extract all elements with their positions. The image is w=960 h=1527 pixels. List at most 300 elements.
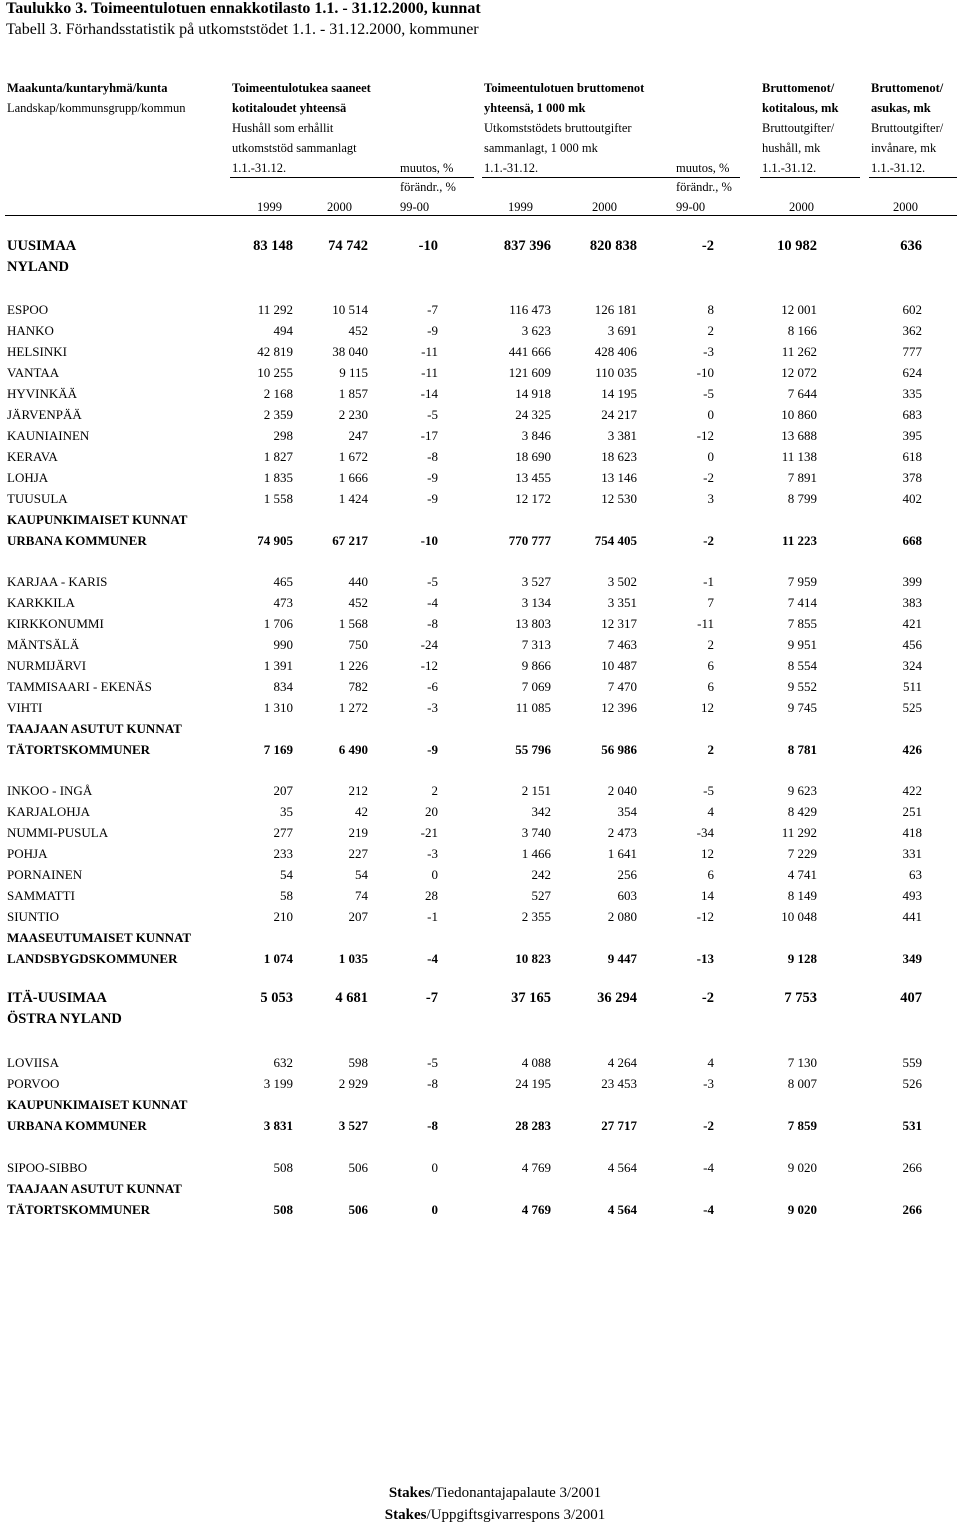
header-year-2000-a: 2000 — [327, 200, 352, 214]
cell-per-resident-2000: 526 — [902, 1076, 922, 1091]
cell-households-1999: 1 835 — [263, 470, 293, 485]
header-per-resident-fi-1: Bruttomenot/ — [871, 81, 944, 95]
cell-expenses-2000: 24 217 — [601, 407, 637, 422]
cell-per-household-2000: 7 753 — [784, 990, 817, 1006]
cell-per-resident-2000: 349 — [902, 951, 922, 966]
cell-households-1999: 233 — [273, 846, 293, 861]
cell-expenses-change: 0 — [707, 449, 714, 464]
cell-per-household-2000: 10 048 — [781, 909, 817, 924]
cell-households-1999: 494 — [273, 323, 293, 338]
cell-expenses-2000: 4 264 — [607, 1055, 637, 1070]
cell-per-household-2000: 8 781 — [787, 742, 817, 757]
cell-expenses-1999: 770 777 — [508, 533, 551, 548]
cell-expenses-2000: 2 040 — [607, 783, 637, 798]
table-row — [0, 801, 960, 822]
cell-households-1999: 2 359 — [263, 407, 293, 422]
cell-expenses-2000: 428 406 — [594, 344, 637, 359]
cell-households-change: -7 — [427, 302, 438, 317]
cell-households-change: -4 — [427, 951, 438, 966]
cell-households-change: -3 — [427, 846, 438, 861]
row-name-swedish: NYLAND — [7, 259, 70, 275]
row-name: MÄNTSÄLÄ — [7, 637, 80, 652]
cell-per-resident-2000: 362 — [902, 323, 922, 338]
row-name: PORVOO — [7, 1076, 60, 1091]
cell-per-household-2000: 9 745 — [787, 700, 817, 715]
header-per-household-sv-2: hushåll, mk — [762, 141, 821, 155]
row-name: HELSINKI — [7, 344, 67, 359]
row-name: KARJALOHJA — [7, 804, 91, 819]
cell-per-resident-2000: 525 — [902, 700, 922, 715]
cell-expenses-change: 4 — [707, 1055, 714, 1070]
header-per-household-fi-2: kotitalous, mk — [762, 101, 839, 115]
cell-per-household-2000: 12 001 — [781, 302, 817, 317]
cell-expenses-2000: 14 195 — [601, 386, 637, 401]
cell-per-resident-2000: 251 — [902, 804, 922, 819]
cell-households-2000: 67 217 — [332, 533, 368, 548]
cell-expenses-1999: 527 — [531, 888, 551, 903]
row-name: VIHTI — [7, 700, 43, 715]
cell-households-2000: 74 742 — [328, 238, 368, 254]
table-row — [0, 320, 960, 341]
cell-expenses-2000: 18 623 — [601, 449, 637, 464]
cell-households-2000: 506 — [348, 1202, 368, 1217]
header-years-change-a: 99-00 — [400, 200, 430, 214]
cell-households-2000: 74 — [355, 888, 368, 903]
table-row — [0, 927, 960, 948]
header-period-1: 1.1.-31.12. — [232, 161, 287, 175]
table-row — [0, 1199, 960, 1220]
cell-per-household-2000: 10 860 — [781, 407, 817, 422]
table-row — [0, 948, 960, 969]
cell-households-change: 0 — [431, 867, 438, 882]
cell-households-1999: 508 — [273, 1160, 293, 1175]
cell-households-change: 2 — [431, 783, 438, 798]
row-name: KAUNIAINEN — [7, 428, 90, 443]
cell-expenses-change: -4 — [703, 1160, 714, 1175]
header-rule-households — [230, 177, 474, 178]
cell-per-resident-2000: 407 — [900, 990, 922, 1006]
cell-expenses-2000: 9 447 — [607, 951, 637, 966]
cell-households-1999: 58 — [280, 888, 293, 903]
cell-per-household-2000: 8 799 — [787, 491, 817, 506]
row-name: TAAJAAN ASUTUT KUNNAT — [7, 721, 182, 736]
header-region-fi: Maakunta/kuntaryhmä/kunta — [7, 81, 168, 95]
header-rule-per-resident — [869, 177, 957, 178]
row-name: SIUNTIO — [7, 909, 59, 924]
cell-households-1999: 11 292 — [257, 302, 293, 317]
cell-households-2000: 1 272 — [338, 700, 368, 715]
cell-expenses-change: -34 — [696, 825, 714, 840]
table-row — [0, 404, 960, 425]
cell-expenses-1999: 18 690 — [515, 449, 551, 464]
cell-expenses-1999: 3 623 — [521, 323, 551, 338]
table-row — [0, 446, 960, 467]
table-row — [0, 822, 960, 843]
cell-expenses-2000: 10 487 — [601, 658, 637, 673]
cell-expenses-2000: 256 — [617, 867, 637, 882]
cell-expenses-2000: 23 453 — [601, 1076, 637, 1091]
cell-expenses-1999: 9 866 — [521, 658, 551, 673]
table-row — [0, 906, 960, 927]
cell-households-2000: 1 424 — [338, 491, 368, 506]
cell-households-1999: 210 — [273, 909, 293, 924]
cell-expenses-2000: 3 691 — [607, 323, 637, 338]
cell-expenses-change: 2 — [707, 323, 714, 338]
cell-households-change: -10 — [418, 238, 438, 254]
header-expenses-sv-2: sammanlagt, 1 000 mk — [484, 141, 598, 155]
cell-households-change: -8 — [427, 1118, 438, 1133]
cell-per-household-2000: 11 292 — [781, 825, 817, 840]
cell-expenses-2000: 2 473 — [607, 825, 637, 840]
table-row — [0, 1094, 960, 1115]
cell-expenses-change: -2 — [703, 470, 714, 485]
table-row — [0, 676, 960, 697]
cell-per-household-2000: 7 130 — [787, 1055, 817, 1070]
cell-per-resident-2000: 63 — [909, 867, 922, 882]
cell-households-change: -14 — [420, 386, 438, 401]
cell-expenses-change: -12 — [696, 428, 714, 443]
cell-households-2000: 6 490 — [338, 742, 368, 757]
row-name: KAUPUNKIMAISET KUNNAT — [7, 1097, 188, 1112]
header-households-sv-1: Hushåll som erhållit — [232, 121, 334, 135]
cell-per-household-2000: 11 262 — [781, 344, 817, 359]
cell-expenses-2000: 603 — [617, 888, 637, 903]
cell-per-resident-2000: 426 — [902, 742, 922, 757]
header-bottom-rule — [5, 215, 957, 216]
row-name: KARKKILA — [7, 595, 75, 610]
cell-per-resident-2000: 331 — [902, 846, 922, 861]
cell-per-resident-2000: 531 — [902, 1118, 922, 1133]
cell-per-resident-2000: 399 — [902, 574, 922, 589]
cell-per-household-2000: 4 741 — [787, 867, 817, 882]
cell-households-change: -24 — [420, 637, 438, 652]
cell-per-household-2000: 8 554 — [787, 658, 817, 673]
header-year-2000-c: 2000 — [789, 200, 814, 214]
cell-expenses-change: -2 — [701, 990, 714, 1006]
cell-expenses-1999: 24 325 — [515, 407, 551, 422]
row-name: LOVIISA — [7, 1055, 59, 1070]
cell-households-1999: 465 — [273, 574, 293, 589]
cell-per-household-2000: 7 891 — [787, 470, 817, 485]
cell-households-2000: 440 — [348, 574, 368, 589]
cell-households-2000: 38 040 — [332, 344, 368, 359]
cell-expenses-change: -11 — [697, 616, 714, 631]
footer-text: /Tiedonantajapalaute 3/2001 — [430, 1485, 602, 1501]
cell-households-1999: 42 819 — [257, 344, 293, 359]
cell-households-2000: 452 — [348, 323, 368, 338]
cell-per-resident-2000: 511 — [902, 679, 922, 694]
header-year-2000-b: 2000 — [592, 200, 617, 214]
cell-households-1999: 1 310 — [263, 700, 293, 715]
table-row — [0, 509, 960, 530]
cell-households-2000: 4 681 — [335, 990, 368, 1006]
header-expenses-fi-2: yhteensä, 1 000 mk — [484, 101, 586, 115]
table-row — [0, 718, 960, 739]
row-name: ITÄ-UUSIMAA — [7, 990, 107, 1006]
cell-per-resident-2000: 418 — [902, 825, 922, 840]
header-year-1999-b: 1999 — [508, 200, 533, 214]
cell-per-household-2000: 7 859 — [787, 1118, 817, 1133]
cell-per-resident-2000: 559 — [902, 1055, 922, 1070]
cell-expenses-1999: 116 473 — [509, 302, 551, 317]
cell-per-household-2000: 12 072 — [781, 365, 817, 380]
cell-households-change: 0 — [431, 1202, 438, 1217]
header-per-household-sv-1: Bruttoutgifter/ — [762, 121, 835, 135]
cell-households-change: -8 — [427, 1076, 438, 1091]
cell-per-resident-2000: 421 — [902, 616, 922, 631]
cell-households-2000: 598 — [348, 1055, 368, 1070]
cell-households-2000: 219 — [348, 825, 368, 840]
header-period-3: 1.1.-31.12. — [762, 161, 817, 175]
cell-households-1999: 54 — [280, 867, 293, 882]
cell-households-change: 0 — [431, 1160, 438, 1175]
table-row — [0, 655, 960, 676]
row-name: HYVINKÄÄ — [7, 386, 78, 401]
cell-per-household-2000: 7 644 — [787, 386, 817, 401]
cell-expenses-1999: 13 803 — [515, 616, 551, 631]
cell-expenses-1999: 24 195 — [515, 1076, 551, 1091]
cell-expenses-1999: 10 823 — [515, 951, 551, 966]
row-name: HANKO — [7, 323, 54, 338]
cell-expenses-change: -5 — [703, 386, 714, 401]
cell-households-change: 28 — [425, 888, 438, 903]
table-row — [0, 1052, 960, 1073]
cell-households-1999: 35 — [280, 804, 293, 819]
cell-per-household-2000: 8 429 — [787, 804, 817, 819]
table-row — [0, 1073, 960, 1094]
cell-expenses-1999: 7 313 — [521, 637, 551, 652]
cell-per-household-2000: 8 149 — [787, 888, 817, 903]
cell-per-household-2000: 7 229 — [787, 846, 817, 861]
table-row — [0, 1157, 960, 1178]
cell-expenses-1999: 11 085 — [515, 700, 551, 715]
cell-per-household-2000: 7 959 — [787, 574, 817, 589]
cell-expenses-change: -12 — [696, 909, 714, 924]
cell-expenses-1999: 837 396 — [503, 238, 551, 254]
cell-expenses-change: -1 — [703, 574, 714, 589]
cell-expenses-change: -5 — [703, 783, 714, 798]
cell-expenses-2000: 13 146 — [601, 470, 637, 485]
cell-households-1999: 632 — [273, 1055, 293, 1070]
cell-per-resident-2000: 383 — [902, 595, 922, 610]
row-name: URBANA KOMMUNER — [7, 533, 147, 548]
cell-households-change: -5 — [427, 407, 438, 422]
cell-households-change: -9 — [427, 323, 438, 338]
row-name: SAMMATTI — [7, 888, 75, 903]
row-name: ESPOO — [7, 302, 49, 317]
table-row — [0, 592, 960, 613]
cell-expenses-1999: 4 769 — [521, 1160, 551, 1175]
cell-expenses-change: 2 — [707, 637, 714, 652]
cell-expenses-2000: 12 530 — [601, 491, 637, 506]
table-row — [0, 697, 960, 718]
cell-per-household-2000: 9 552 — [787, 679, 817, 694]
row-name: NURMIJÄRVI — [7, 658, 87, 673]
row-name: KERAVA — [7, 449, 58, 464]
table-row — [0, 634, 960, 655]
header-years-change-b: 99-00 — [676, 200, 706, 214]
cell-per-resident-2000: 266 — [902, 1160, 922, 1175]
row-name: TAAJAAN ASUTUT KUNNAT — [7, 1181, 182, 1196]
cell-households-1999: 1 558 — [263, 491, 293, 506]
cell-households-1999: 1 074 — [263, 951, 293, 966]
header-expenses-fi-1: Toimeentulotuen bruttomenot — [484, 81, 645, 95]
cell-expenses-change: 8 — [707, 302, 714, 317]
cell-households-1999: 508 — [273, 1202, 293, 1217]
cell-per-resident-2000: 378 — [902, 470, 922, 485]
row-name: PORNAINEN — [7, 867, 83, 882]
cell-households-change: -7 — [425, 990, 438, 1006]
cell-per-resident-2000: 602 — [902, 302, 922, 317]
row-name: TÄTORTSKOMMUNER — [7, 1202, 151, 1217]
cell-expenses-2000: 3 381 — [607, 428, 637, 443]
cell-expenses-change: 4 — [707, 804, 714, 819]
cell-households-2000: 227 — [348, 846, 368, 861]
row-name: SIPOO-SIBBO — [7, 1160, 88, 1175]
table-row — [0, 341, 960, 362]
cell-households-change: -12 — [420, 658, 438, 673]
cell-expenses-1999: 55 796 — [515, 742, 551, 757]
cell-households-2000: 42 — [355, 804, 368, 819]
cell-expenses-change: -3 — [703, 1076, 714, 1091]
cell-households-2000: 750 — [348, 637, 368, 652]
cell-per-resident-2000: 324 — [902, 658, 922, 673]
cell-households-2000: 212 — [348, 783, 368, 798]
table-row — [0, 739, 960, 760]
table-row — [0, 488, 960, 509]
cell-households-2000: 1 226 — [338, 658, 368, 673]
cell-expenses-1999: 12 172 — [515, 491, 551, 506]
row-name-swedish: ÖSTRA NYLAND — [7, 1011, 122, 1027]
cell-expenses-1999: 1 466 — [521, 846, 551, 861]
cell-expenses-change: -10 — [696, 365, 714, 380]
cell-households-1999: 10 255 — [257, 365, 293, 380]
cell-expenses-2000: 7 463 — [607, 637, 637, 652]
footer-brand: Stakes — [388, 1485, 431, 1501]
cell-expenses-2000: 110 035 — [595, 365, 637, 380]
cell-households-change: -10 — [420, 533, 438, 548]
cell-expenses-1999: 342 — [531, 804, 551, 819]
cell-households-2000: 2 929 — [338, 1076, 368, 1091]
cell-expenses-2000: 754 405 — [594, 533, 637, 548]
cell-per-household-2000: 8 007 — [787, 1076, 817, 1091]
cell-households-change: -17 — [420, 428, 438, 443]
cell-expenses-2000: 12 317 — [601, 616, 637, 631]
cell-per-resident-2000: 266 — [902, 1202, 922, 1217]
cell-households-1999: 473 — [273, 595, 293, 610]
cell-households-change: -6 — [427, 679, 438, 694]
cell-expenses-2000: 3 502 — [607, 574, 637, 589]
cell-expenses-1999: 14 918 — [515, 386, 551, 401]
footer-line-2 — [0, 1507, 960, 1524]
row-name: POHJA — [7, 846, 48, 861]
cell-expenses-2000: 4 564 — [607, 1202, 637, 1217]
table-row — [0, 236, 960, 275]
cell-expenses-1999: 3 740 — [521, 825, 551, 840]
cell-households-2000: 1 568 — [338, 616, 368, 631]
cell-expenses-2000: 56 986 — [601, 742, 637, 757]
cell-households-2000: 506 — [348, 1160, 368, 1175]
cell-households-change: -3 — [427, 700, 438, 715]
cell-expenses-2000: 12 396 — [601, 700, 637, 715]
cell-per-resident-2000: 668 — [902, 533, 922, 548]
cell-expenses-change: 6 — [707, 867, 714, 882]
header-per-household-fi-1: Bruttomenot/ — [762, 81, 835, 95]
cell-households-1999: 83 148 — [253, 238, 293, 254]
cell-households-1999: 298 — [273, 428, 293, 443]
cell-expenses-change: -2 — [701, 238, 714, 254]
cell-households-2000: 9 115 — [339, 365, 368, 380]
header-rule-per-household — [760, 177, 860, 178]
cell-per-resident-2000: 777 — [902, 344, 922, 359]
table-row — [0, 885, 960, 906]
table-row — [0, 530, 960, 551]
cell-expenses-1999: 3 846 — [521, 428, 551, 443]
row-name: TUUSULA — [7, 491, 68, 506]
cell-households-1999: 3 831 — [263, 1118, 293, 1133]
cell-expenses-change: 14 — [701, 888, 714, 903]
header-change-sv-1: förändr., % — [400, 180, 456, 194]
cell-households-1999: 3 199 — [263, 1076, 293, 1091]
cell-households-change: -5 — [427, 1055, 438, 1070]
cell-per-household-2000: 13 688 — [781, 428, 817, 443]
cell-households-1999: 2 168 — [263, 386, 293, 401]
cell-per-household-2000: 9 951 — [787, 637, 817, 652]
header-period-2: 1.1.-31.12. — [484, 161, 539, 175]
cell-expenses-change: -2 — [703, 1118, 714, 1133]
row-name: VANTAA — [7, 365, 60, 380]
cell-per-household-2000: 9 020 — [787, 1202, 817, 1217]
cell-per-household-2000: 11 223 — [781, 533, 817, 548]
header-per-resident-fi-2: asukas, mk — [871, 101, 931, 115]
cell-households-change: -8 — [427, 616, 438, 631]
table-row — [0, 467, 960, 488]
cell-per-household-2000: 7 414 — [787, 595, 817, 610]
cell-expenses-change: 12 — [701, 846, 714, 861]
table-row — [0, 1178, 960, 1199]
cell-expenses-1999: 4 769 — [521, 1202, 551, 1217]
row-name: INKOO - INGÅ — [7, 783, 93, 798]
cell-households-change: -9 — [427, 491, 438, 506]
cell-households-change: -5 — [427, 574, 438, 589]
cell-expenses-change: 3 — [707, 491, 714, 506]
cell-expenses-change: -13 — [696, 951, 714, 966]
cell-expenses-1999: 28 283 — [515, 1118, 551, 1133]
header-rule-expenses — [482, 177, 740, 178]
cell-expenses-2000: 4 564 — [607, 1160, 637, 1175]
cell-expenses-2000: 7 470 — [607, 679, 637, 694]
title-finnish: Taulukko 3. Toimeentulotuen ennakkotilasto 1.1. - 31.12.2000, kunnat — [6, 0, 481, 17]
cell-households-1999: 834 — [273, 679, 293, 694]
cell-expenses-change: 2 — [707, 742, 714, 757]
cell-households-1999: 277 — [273, 825, 293, 840]
cell-expenses-change: 6 — [707, 658, 714, 673]
header-households-sv-2: utkomststöd sammanlagt — [232, 141, 357, 155]
cell-per-resident-2000: 683 — [902, 407, 922, 422]
footer-brand: Stakes — [384, 1507, 427, 1523]
table-row — [0, 425, 960, 446]
cell-per-household-2000: 11 138 — [781, 449, 817, 464]
cell-expenses-1999: 37 165 — [511, 990, 551, 1006]
cell-households-2000: 1 672 — [338, 449, 368, 464]
cell-households-change: -9 — [427, 470, 438, 485]
cell-expenses-2000: 36 294 — [597, 990, 637, 1006]
cell-per-resident-2000: 456 — [902, 637, 922, 652]
table-row — [0, 780, 960, 801]
cell-expenses-change: -4 — [703, 1202, 714, 1217]
row-name: URBANA KOMMUNER — [7, 1118, 147, 1133]
cell-expenses-1999: 3 527 — [521, 574, 551, 589]
